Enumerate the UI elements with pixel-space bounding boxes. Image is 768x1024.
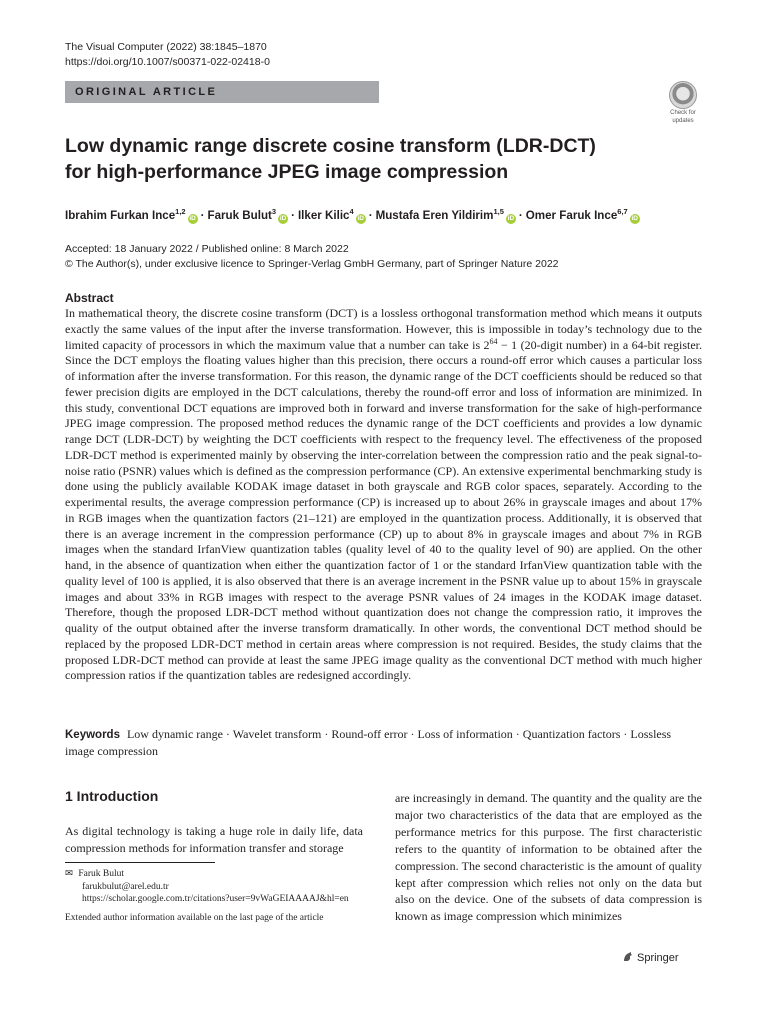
scholar-link[interactable]: https://scholar.google.com.tr/citations?user=9vWaGEIAAAAJ&hl=en (82, 894, 349, 904)
introduction-right-column: are increasingly in demand. The quantity and the quality are the major two characteristics of the data that are employed as the performance metrics for this purpose. The first characteristic refers to the quantity of information to be obtained after the compression. The second characteristic is the amount of quality kept after compression which relies not only on the data but also on the device. One of the subsets of data compression is known as image compression which minimizes (395, 791, 702, 924)
doi-link[interactable]: https://doi.org/10.1007/s00371-022-02418-0 (65, 56, 270, 68)
title-line-1: Low dynamic range discrete cosine transform (LDR-DCT) (65, 135, 596, 157)
author-affiliation: 6,7 (617, 207, 628, 216)
author-separator: · (368, 208, 373, 222)
author-separator: · (291, 208, 295, 222)
author-affiliation: 1,5 (493, 207, 504, 216)
footnote-divider (65, 862, 215, 863)
author-name: Omer Faruk Ince (525, 208, 618, 222)
author[interactable] (526, 209, 640, 222)
orcid-icon[interactable]: iD (189, 214, 196, 222)
abstract-text-part-2: − 1 (20-digit number) in a 64-bit register. Since the DCT employs the floating values higher than this precision, there occurs a round-off error which causes a particular loss of information after the inverse transformation. For this reason, the dynamic range of the DCT coefficients should be reduced so that fewer precision digits are employed in the DCT calculations, thereby the round-off error and loss of information are minimized. In this study, conventional DCT equations are improved both in forward and inverse transformation for the sake of high-performance JPEG image compression. The proposed method reduces the dynamic range of the DCT coefficients and provides a low dynamic range DCT (LDR-DCT) by weighting the DCT coefficients with respect to the frequency level. The effectiveness of the proposed LDR-DCT method is experimented mainly by observing the inter-correlation between the compression ratio and the peak signal-to-noise ratio (PSNR) values which is defined as the compression performance (CP). An extensive experimental benchmarking study is done using the publicly available KODAK image dataset in both grayscale and RGB color spaces, separately. According to the experimental results, the average compression performance (CP) is increased up to about 26% in grayscale images and about 17% in RGB images when the quantization factors (21–121) are employed in the quantization process. Additionally, it is observed that there is an average increment in the compression performance (CP) up to about 8% in grayscale images and about 7% in RGB images when the standard IrfanView quantization tables (quality level of 40 to the quality level of 90) are applied. On the other hand, in the absence of quantization when either the quantization factor of 1 or the standard IrfanView quantization table with the quality level of 100 is applied, it is also observed that there is an average increment in the PSNR value up to about 15% in grayscale images and about 33% in RGB images with respect to the average PSNR values of 24 images in the KODAK image dataset. Therefore, though the proposed LDR-DCT method without quantization does not change the compression ratio, it improves the quality of the output obtained after the inverse transform dramatically. In other words, the conventional DCT method should be replaced by the proposed LDR-DCT method in certain areas where compression is not required. Besides, the study claims that the proposed LDR-DCT method can provide at least the same JPEG image quality as the conventional DCT method with much higher compression ratios if the quantization tables are redesigned accordingly. (65, 337, 702, 683)
author-name: Faruk Bulut (207, 208, 272, 222)
orcid-icon[interactable]: iD (507, 214, 515, 222)
abstract-heading: Abstract (65, 291, 114, 305)
introduction-left-column: As digital technology is taking a huge role in daily life, data compression methods for information transfer and storage (65, 824, 363, 855)
check-updates-icon (669, 81, 697, 109)
envelope-icon: ✉ (65, 869, 73, 879)
orcid-icon[interactable]: iD (631, 214, 638, 222)
author-affiliation: 4 (349, 207, 354, 216)
journal-citation: The Visual Computer (2022) 38:1845–1870 (65, 41, 267, 53)
abstract-text-part-1: In mathematical theory, the discrete cosine transform (DCT) is a lossless orthogonal transformation method which means it outputs exactly the same values of the input after the inverse transformation. However, this is impossible in today’s technology due to the limited capacity of processors in which the maximum value that a number can take is 2 (65, 306, 702, 352)
extended-info-note: Extended author information available on the last page of the article (65, 912, 324, 923)
corresponding-author-name: Faruk Bulut (78, 869, 125, 879)
publisher-mark (622, 951, 679, 964)
author[interactable] (376, 209, 516, 222)
author-list (65, 204, 640, 224)
springer-horse-icon (622, 951, 634, 963)
author-affiliation: 3 (271, 207, 277, 216)
author[interactable] (298, 209, 366, 222)
author-email[interactable]: farukbulut@arel.edu.tr (82, 881, 169, 892)
journal-info (65, 40, 270, 70)
section-heading-introduction: 1 Introduction (65, 788, 159, 804)
accepted-published: Accepted: 18 January 2022 / Published online: 8 March 2022 (65, 243, 349, 255)
check-for-updates-badge[interactable] (663, 81, 703, 125)
check-updates-label-2: updates (672, 118, 694, 124)
orcid-icon[interactable]: iD (279, 214, 287, 222)
author-separator: · (518, 208, 523, 222)
author[interactable] (207, 209, 288, 222)
abstract-exponent: 64 (489, 336, 498, 346)
author-name: Ilker Kilic (297, 208, 350, 222)
author[interactable] (65, 209, 198, 222)
abstract-body (65, 306, 702, 684)
keywords (65, 727, 702, 760)
author-affiliation: 1,2 (175, 207, 186, 216)
publication-dates (65, 242, 559, 272)
check-updates-label-1: Check for (670, 110, 696, 116)
copyright-line: © The Author(s), under exclusive licence to Springer-Verlag GmbH Germany, part of Springer Nature 2022 (65, 258, 559, 270)
article-title (65, 133, 685, 185)
publisher-name: Springer (637, 952, 679, 964)
author-separator: · (200, 208, 205, 222)
title-line-2: for high-performance JPEG image compression (65, 161, 509, 183)
article-type-banner: ORIGINAL ARTICLE (65, 81, 379, 103)
keywords-text: Low dynamic range · Wavelet transform · Round-off error · Loss of information · Quantization factors · Lossless image compression (65, 727, 672, 758)
keywords-label: Keywords (65, 729, 120, 741)
author-name: Mustafa Eren Yildirim (375, 208, 494, 222)
corresponding-author-footnote (65, 868, 375, 924)
author-name: Ibrahim Furkan Ince (65, 208, 176, 222)
orcid-icon[interactable]: iD (357, 214, 364, 222)
